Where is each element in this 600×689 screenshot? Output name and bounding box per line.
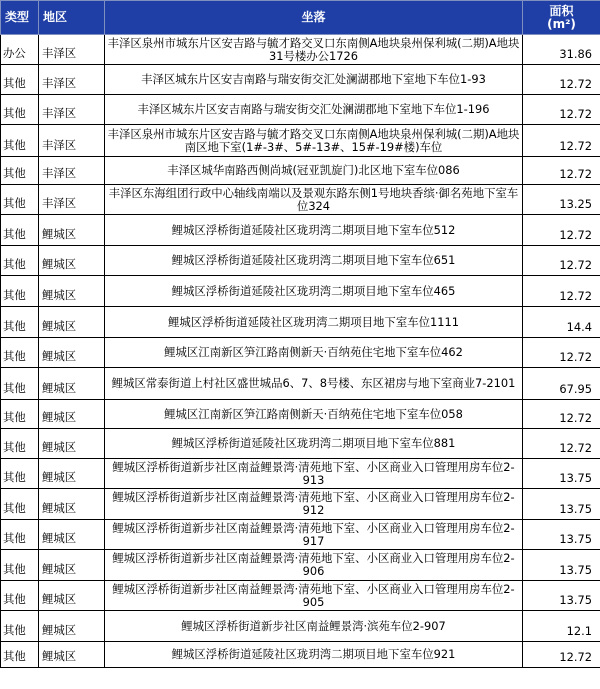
area-cell: 13.75 — [523, 581, 600, 611]
area-cell: 14.4 — [523, 307, 600, 338]
region-cell: 鲤城区 — [39, 550, 105, 581]
area-cell: 12.72 — [523, 95, 600, 125]
location-cell: 鲤城区浮桥街道新步社区南益鲤景湾·清苑地下室、小区商业入口管理用房车位2-917 — [105, 520, 523, 550]
area-cell: 12.72 — [523, 215, 600, 246]
type-cell: 其他 — [1, 642, 39, 668]
location-cell: 丰泽区东海组团行政中心轴线南端以及景观东路东侧1号地块香缤·御名苑地下室车位324 — [105, 185, 523, 215]
area-cell: 12.72 — [523, 642, 600, 668]
table-row — [1, 35, 600, 65]
table-row — [1, 95, 600, 125]
table-row — [1, 276, 600, 307]
type-cell: 其他 — [1, 368, 39, 400]
region-cell: 鲤城区 — [39, 215, 105, 246]
location-cell: 鲤城区浮桥街道新步社区南益鲤景湾·清苑地下室、小区商业入口管理用房车位2-912 — [105, 489, 523, 520]
type-cell: 其他 — [1, 95, 39, 125]
area-cell: 12.72 — [523, 65, 600, 95]
type-cell: 其他 — [1, 246, 39, 276]
table-row — [1, 307, 600, 338]
region-cell: 鲤城区 — [39, 276, 105, 307]
type-cell: 其他 — [1, 185, 39, 215]
table-row — [1, 157, 600, 185]
region-cell: 鲤城区 — [39, 459, 105, 489]
type-cell: 其他 — [1, 276, 39, 307]
location-cell: 鲤城区浮桥街道延陵社区珑玥湾二期项目地下室车位881 — [105, 429, 523, 459]
header-region: 地区 — [39, 1, 105, 35]
table-row — [1, 611, 600, 642]
area-cell: 67.95 — [523, 368, 600, 400]
header-type: 类型 — [1, 1, 39, 35]
table-row — [1, 65, 600, 95]
location-cell: 鲤城区浮桥街道新步社区南益鲤景湾·清苑地下室、小区商业入口管理用房车位2-905 — [105, 581, 523, 611]
table-row — [1, 581, 600, 611]
table-row — [1, 520, 600, 550]
header-location: 坐落 — [105, 1, 523, 35]
area-cell: 13.75 — [523, 520, 600, 550]
type-cell: 其他 — [1, 400, 39, 429]
table-row — [1, 429, 600, 459]
table-row — [1, 246, 600, 276]
header-area — [523, 1, 600, 35]
header-area-unit: (m²) — [547, 16, 576, 31]
location-cell: 丰泽区城东片区安吉南路与瑞安街交汇处澜湖郡地下室地下车位1-196 — [105, 95, 523, 125]
header-area-label: 面积 — [549, 3, 574, 18]
type-cell: 其他 — [1, 215, 39, 246]
table-body — [1, 35, 600, 668]
region-cell: 鲤城区 — [39, 611, 105, 642]
region-cell: 丰泽区 — [39, 65, 105, 95]
area-cell: 13.75 — [523, 459, 600, 489]
location-cell: 鲤城区浮桥街道新步社区南益鲤景湾·清苑地下室、小区商业入口管理用房车位2-906 — [105, 550, 523, 581]
location-cell: 鲤城区江南新区笋江路南侧新天·百纳苑住宅地下室车位462 — [105, 338, 523, 368]
region-cell: 鲤城区 — [39, 581, 105, 611]
location-cell: 丰泽区泉州市城东片区安吉路与毓才路交叉口东南侧A地块泉州保利城(二期)A地块31号楼办公1726 — [105, 35, 523, 65]
location-cell: 鲤城区常泰街道上村社区盛世城品6、7、8号楼、东区裙房与地下室商业7-2101 — [105, 368, 523, 400]
location-cell: 丰泽区城华南路西侧尚城(冠亚凯旋门)北区地下室车位086 — [105, 157, 523, 185]
table-row — [1, 215, 600, 246]
region-cell: 鲤城区 — [39, 368, 105, 400]
table-row — [1, 550, 600, 581]
area-cell: 12.72 — [523, 246, 600, 276]
type-cell: 其他 — [1, 581, 39, 611]
table-row — [1, 642, 600, 668]
table-row — [1, 459, 600, 489]
area-cell: 13.25 — [523, 185, 600, 215]
type-cell: 其他 — [1, 611, 39, 642]
region-cell: 鲤城区 — [39, 338, 105, 368]
type-cell: 其他 — [1, 65, 39, 95]
area-cell: 12.72 — [523, 400, 600, 429]
type-cell: 其他 — [1, 429, 39, 459]
region-cell: 鲤城区 — [39, 520, 105, 550]
region-cell: 丰泽区 — [39, 185, 105, 215]
region-cell: 丰泽区 — [39, 35, 105, 65]
area-cell: 12.72 — [523, 276, 600, 307]
region-cell: 鲤城区 — [39, 307, 105, 338]
location-cell: 鲤城区浮桥街道延陵社区珑玥湾二期项目地下室车位465 — [105, 276, 523, 307]
location-cell: 鲤城区江南新区笋江路南侧新天·百纳苑住宅地下室车位058 — [105, 400, 523, 429]
table-row — [1, 338, 600, 368]
type-cell: 其他 — [1, 459, 39, 489]
location-cell: 鲤城区浮桥街道延陵社区珑玥湾二期项目地下室车位651 — [105, 246, 523, 276]
location-cell: 鲤城区浮桥街道新步社区南益鲤景湾·滨苑车位2-907 — [105, 611, 523, 642]
location-cell: 鲤城区浮桥街道延陵社区珑玥湾二期项目地下室车位921 — [105, 642, 523, 668]
area-cell: 13.75 — [523, 489, 600, 520]
type-cell: 其他 — [1, 489, 39, 520]
table-row — [1, 368, 600, 400]
table-row — [1, 400, 600, 429]
table-row — [1, 185, 600, 215]
area-cell: 12.72 — [523, 429, 600, 459]
region-cell: 丰泽区 — [39, 157, 105, 185]
location-cell: 丰泽区城东片区安吉南路与瑞安街交汇处澜湖郡地下室地下车位1-93 — [105, 65, 523, 95]
region-cell: 鲤城区 — [39, 429, 105, 459]
region-cell: 丰泽区 — [39, 95, 105, 125]
type-cell: 其他 — [1, 520, 39, 550]
location-cell: 鲤城区浮桥街道延陵社区珑玥湾二期项目地下室车位512 — [105, 215, 523, 246]
region-cell: 鲤城区 — [39, 400, 105, 429]
location-cell: 鲤城区浮桥街道延陵社区珑玥湾二期项目地下室车位1111 — [105, 307, 523, 338]
area-cell: 12.72 — [523, 157, 600, 185]
header-row — [1, 1, 600, 35]
table-row — [1, 125, 600, 157]
type-cell: 其他 — [1, 338, 39, 368]
region-cell: 鲤城区 — [39, 246, 105, 276]
type-cell: 其他 — [1, 125, 39, 157]
type-cell: 办公 — [1, 35, 39, 65]
area-cell: 12.72 — [523, 125, 600, 157]
table-row — [1, 489, 600, 520]
region-cell: 丰泽区 — [39, 125, 105, 157]
type-cell: 其他 — [1, 550, 39, 581]
region-cell: 鲤城区 — [39, 642, 105, 668]
region-cell: 鲤城区 — [39, 489, 105, 520]
area-cell: 13.75 — [523, 550, 600, 581]
type-cell: 其他 — [1, 307, 39, 338]
type-cell: 其他 — [1, 157, 39, 185]
area-cell: 12.72 — [523, 338, 600, 368]
area-cell: 12.1 — [523, 611, 600, 642]
location-cell: 丰泽区泉州市城东片区安吉路与毓才路交叉口东南侧A地块泉州保利城(二期)A地块南区地下室(1#-3#、5#-13#、15#-19#楼)车位 — [105, 125, 523, 157]
location-cell: 鲤城区浮桥街道新步社区南益鲤景湾·清苑地下室、小区商业入口管理用房车位2-913 — [105, 459, 523, 489]
area-cell: 31.86 — [523, 35, 600, 65]
